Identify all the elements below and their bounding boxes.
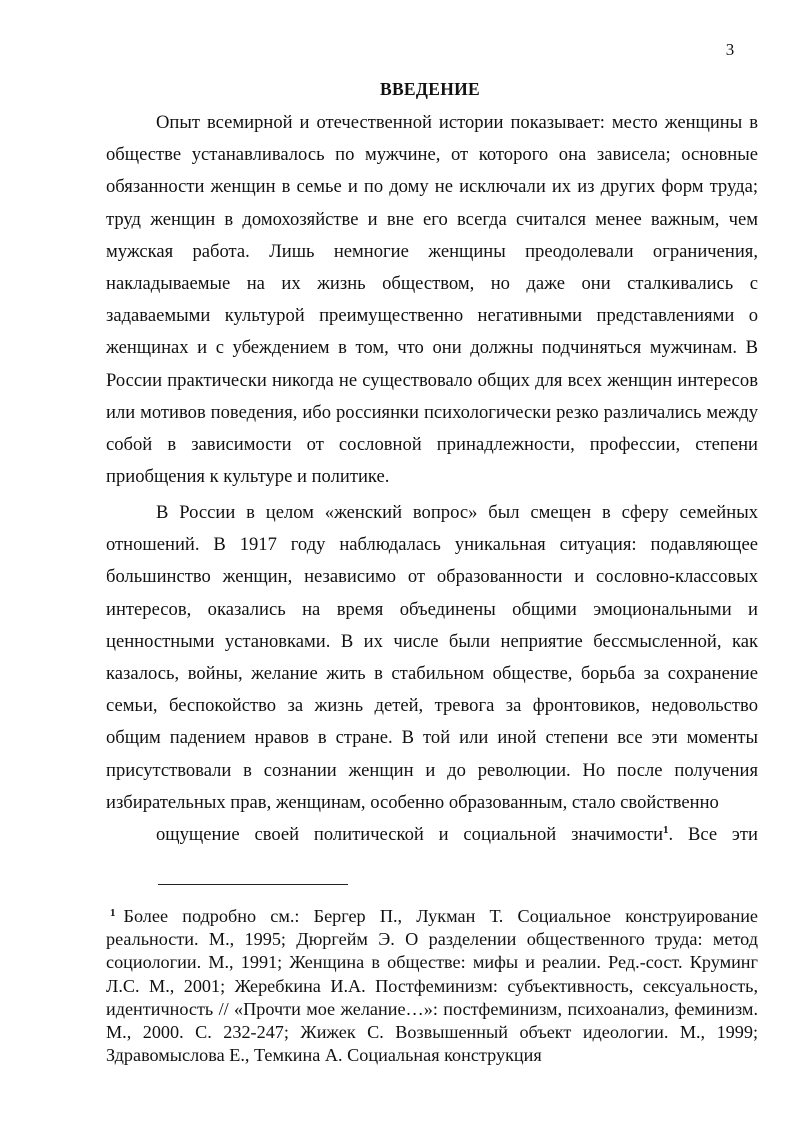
page-title: ВВЕДЕНИЕ <box>379 79 481 99</box>
footnote <box>106 905 758 1067</box>
footnote-marker: 1 <box>110 907 116 919</box>
paragraph-2-last-line <box>106 819 758 851</box>
paragraph-2-text: В России в целом «женский вопрос» был смещен в сферу семейных отношений. В 1917 году наблюдалась уникальная ситуация: подавляющее большинство женщин, независимо от образованности и сословно-классовых интересов, оказались на время объединены общими эмоциональными и ценностными установками. В их числе были неприятие бессмысленной, как казалось, войны, желание жить в стабильном обществе, борьба за сохранение семьи, беспокойство за жизнь детей, тревога за фронтовиков, недовольство общим падением нравов в стране. В той или иной степени все эти моменты присутствовали в сознании женщин и до революции. Но после получения избирательных прав, женщинам, особенно образованным, стало свойственно <box>106 502 758 813</box>
paragraph-1 <box>106 107 758 493</box>
footnote-divider <box>158 884 348 885</box>
footnote-reference: 1 <box>663 824 669 837</box>
paragraph-2 <box>106 497 758 851</box>
footnote-text: Более подробно см.: Бергер П., Лукман Т. Социальное конструирование реальности. М., 1995; Дюргейм Э. О разделении общественного труда: метод социологии. М., 1991; Женщина в обществе: мифы и реалии. Ред.-сост. Круминг Л.С. М., 2001; Жеребкина И.А. Постфеминизм: субъективность, сексуальность, идентичность // «Прочти мое желание…»: постфеминизм, психоанализ, феминизм. М., 2000. С. 232-247; Жижек С. Возвышенный объект идеологии. М., 1999; Здравомыслова Е., Темкина А. Социальная конструкция <box>106 906 758 1066</box>
paragraph-2-trailing-text: . Все эти <box>668 824 758 846</box>
page-number: 3 <box>725 40 735 59</box>
paragraph-2-last-line-text: ощущение своей политической и социальной значимости <box>156 824 664 846</box>
paragraph-1-text: Опыт всемирной и отечественной истории показывает: место женщины в обществе устанавливалось по мужчине, от которого она зависела; основные обязанности женщин в семье и по дому не исключали их из других форм труда; труд женщин в домохозяйстве и вне его всегда считался менее важным, чем мужская работа. Лишь немногие женщины преодолевали ограничения, накладываемые на их жизнь обществом, но даже они сталкивались с задаваемыми культурой преимущественно негативными представлениями о женщинах и с убеждением в том, что они должны подчиняться мужчинам. В России практически никогда не существовало общих для всех женщин интересов или мотивов поведения, ибо россиянки психологически резко различались между собой в зависимости от сословной принадлежности, профессии, степени приобщения к культуре и политике. <box>106 112 758 488</box>
